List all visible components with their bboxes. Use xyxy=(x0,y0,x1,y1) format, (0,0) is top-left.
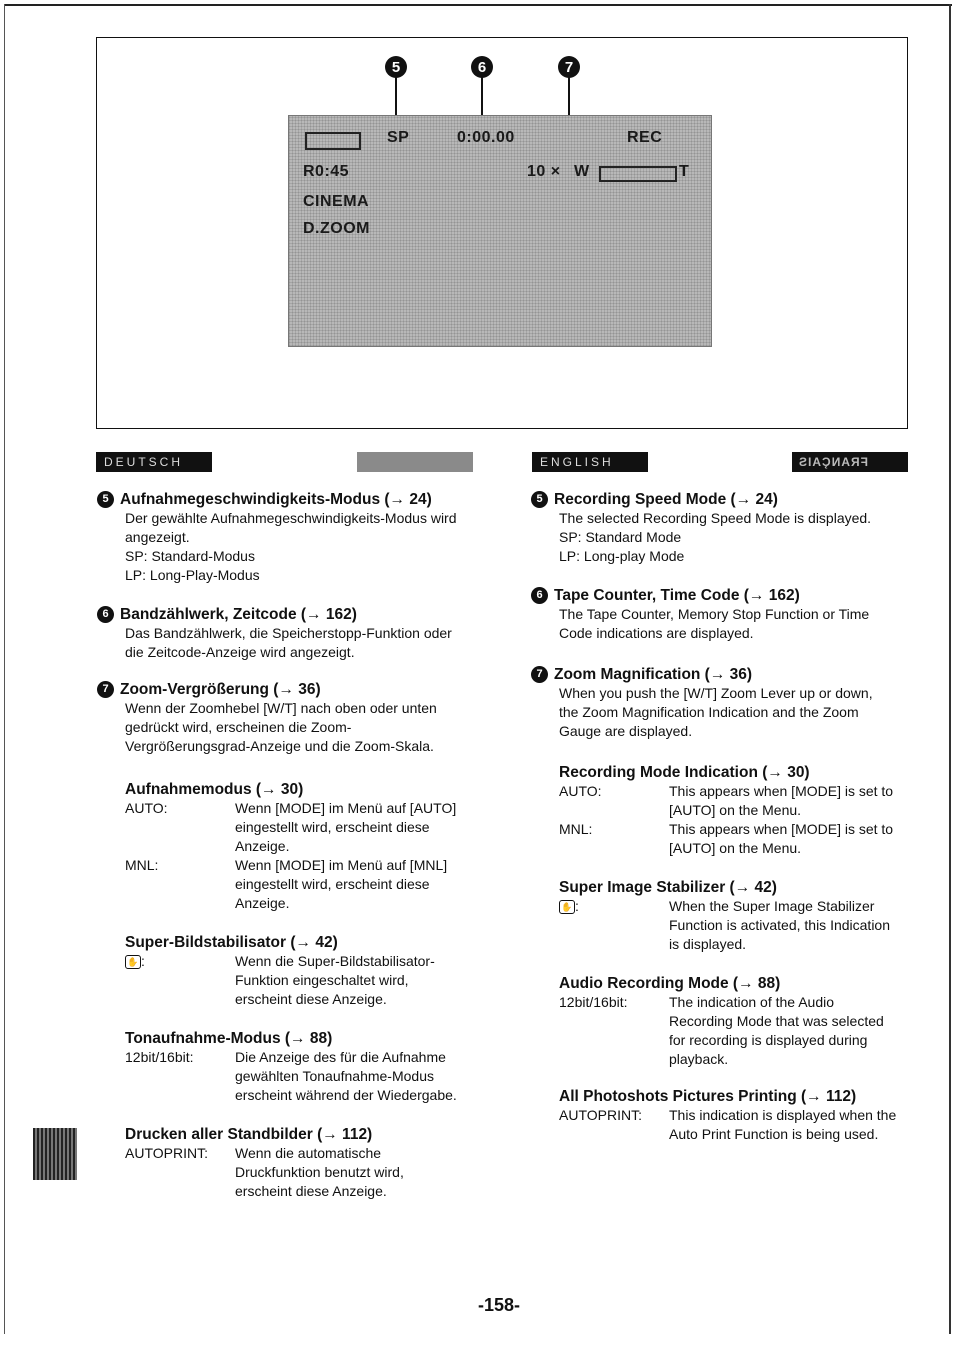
stabilizer-icon: ✋ xyxy=(559,900,575,914)
de-text-8-auto-1: eingestellt wird, erscheint diese xyxy=(235,819,430,835)
de-title-9: Super-Bildstabilisator (→ 42) xyxy=(125,934,338,951)
osd-dzoom: D.ZOOM xyxy=(303,220,370,237)
callout-5: 5 xyxy=(385,56,407,78)
de-text-11-0: Wenn die automatische xyxy=(235,1145,382,1161)
en-label-9: : xyxy=(575,898,579,914)
callout-7: 7 xyxy=(558,56,580,78)
en-title-11: All Photoshots Pictures Printing (→ 112) xyxy=(559,1088,857,1105)
osd-remaining: R0:45 xyxy=(303,163,350,180)
en-row-8-mnl xyxy=(559,820,916,858)
en-text-5-2: LP: Long-play Mode xyxy=(559,548,685,564)
de-text-5-2: SP: Standard-Modus xyxy=(125,548,255,564)
en-text-10-1: Recording Mode that was selected xyxy=(669,1013,884,1029)
en-entry-5 xyxy=(531,490,916,566)
column-deutsch xyxy=(97,490,487,1201)
en-title-10: Audio Recording Mode (→ 88) xyxy=(559,975,781,992)
de-entry-8 xyxy=(97,780,487,913)
osd-rec: REC xyxy=(627,129,663,146)
en-num-6: 6 xyxy=(531,587,548,604)
de-row-8-auto xyxy=(125,799,487,856)
de-text-5-0: Der gewählte Aufnahmegeschwindigkeits-Modus wird xyxy=(125,510,457,526)
page-right-edge xyxy=(949,4,951,1334)
de-row-9 xyxy=(125,952,487,1009)
en-text-7-0: When you push the [W/T] Zoom Lever up or down, xyxy=(559,685,873,701)
de-text-9-2: erscheint diese Anzeige. xyxy=(235,991,387,1007)
en-text-5-1: SP: Standard Mode xyxy=(559,529,682,545)
en-text-10-0: The indication of the Audio xyxy=(669,994,835,1010)
header-deutsch: DEUTSCH xyxy=(96,452,212,472)
de-entry-5 xyxy=(97,490,487,585)
en-text-8-mnl-0: This appears when [MODE] is set to xyxy=(669,821,894,837)
header-mirror-left xyxy=(357,452,473,472)
page-number: -158- xyxy=(478,1295,521,1315)
de-num-5: 5 xyxy=(97,491,114,508)
en-text-5-0: The selected Recording Speed Mode is displayed. xyxy=(559,510,872,526)
de-label-11: AUTOPRINT: xyxy=(125,1145,208,1161)
en-num-7: 7 xyxy=(531,666,548,683)
de-text-9-0: Wenn die Super-Bildstabilisator- xyxy=(235,953,435,969)
osd-counter: 0:00.00 xyxy=(457,129,515,146)
en-entry-8 xyxy=(531,763,916,858)
header-english: ENGLISH xyxy=(532,452,648,472)
osd-zoom-t: T xyxy=(679,163,690,180)
de-title-7: Zoom-Vergrößerung (→ 36) xyxy=(120,681,321,698)
de-text-6-0: Das Bandzählwerk, die Speicherstopp-Funktion oder xyxy=(125,625,452,641)
de-entry-7 xyxy=(97,680,487,756)
de-title-5: Aufnahmegeschwindigkeits-Modus (→ 24) xyxy=(120,491,432,508)
de-entry-9 xyxy=(97,933,487,1009)
en-row-11 xyxy=(559,1106,916,1144)
en-text-10-2: for recording is displayed during xyxy=(669,1032,868,1048)
de-label-9: : xyxy=(141,953,145,969)
column-english xyxy=(531,490,916,1144)
de-text-11-2: erscheint diese Anzeige. xyxy=(235,1183,387,1199)
de-text-11-1: Druckfunktion benutzt wird, xyxy=(235,1164,404,1180)
en-title-9: Super Image Stabilizer (→ 42) xyxy=(559,879,777,896)
zoom-gauge xyxy=(599,166,677,182)
header-mirror-right: FRANÇAIS xyxy=(792,452,908,472)
de-text-9-1: Funktion eingeschaltet wird, xyxy=(235,972,409,988)
osd-cinema: CINEMA xyxy=(303,193,370,210)
de-text-8-auto-0: Wenn [MODE] im Menü auf [AUTO] xyxy=(235,800,457,816)
en-text-10-3: playback. xyxy=(669,1051,729,1067)
en-entry-11 xyxy=(531,1087,916,1144)
en-text-9-1: Function is activated, this Indication xyxy=(669,917,891,933)
page-top-edge xyxy=(4,4,952,6)
en-entry-10 xyxy=(531,974,916,1069)
de-text-8-auto-2: Anzeige. xyxy=(235,838,290,854)
page-left-edge xyxy=(4,4,5,1334)
en-text-8-auto-1: [AUTO] on the Menu. xyxy=(669,802,802,818)
de-label-auto: AUTO: xyxy=(125,800,168,816)
de-text-6-1: die Zeitcode-Anzeige wird angezeigt. xyxy=(125,644,355,660)
de-title-10: Tonaufnahme-Modus (→ 88) xyxy=(125,1030,333,1047)
en-text-9-2: is displayed. xyxy=(669,936,747,952)
en-entry-7 xyxy=(531,665,916,741)
de-text-7-1: gedrückt wird, erscheinen die Zoom- xyxy=(125,719,352,735)
section-thumb-tab xyxy=(33,1128,77,1180)
de-text-7-0: Wenn der Zoomhebel [W/T] nach oben oder unten xyxy=(125,700,437,716)
en-text-11-1: Auto Print Function is being used. xyxy=(669,1126,879,1142)
en-text-9-0: When the Super Image Stabilizer xyxy=(669,898,875,914)
en-text-8-auto-0: This appears when [MODE] is set to xyxy=(669,783,894,799)
en-text-7-1: the Zoom Magnification Indication and the Zoom xyxy=(559,704,859,720)
osd-zoom-w: W xyxy=(574,163,590,180)
en-num-5: 5 xyxy=(531,491,548,508)
osd-speed: SP xyxy=(387,129,410,146)
stabilizer-icon: ✋ xyxy=(125,955,141,969)
en-title-6: Tape Counter, Time Code (→ 162) xyxy=(554,587,800,604)
de-text-10-2: erscheint während der Wiedergabe. xyxy=(235,1087,457,1103)
de-entry-10 xyxy=(97,1029,487,1105)
en-text-7-2: Gauge are displayed. xyxy=(559,723,693,739)
de-title-11: Drucken aller Standbilder (→ 112) xyxy=(125,1126,373,1143)
de-title-8: Aufnahmemodus (→ 30) xyxy=(125,781,304,798)
de-text-8-mnl-1: eingestellt wird, erscheint diese xyxy=(235,876,430,892)
de-text-10-1: gewählten Tonaufnahme-Modus xyxy=(235,1068,434,1084)
de-text-10-0: Die Anzeige des für die Aufnahme xyxy=(235,1049,446,1065)
en-row-9 xyxy=(559,897,916,954)
en-row-10 xyxy=(559,993,916,1069)
de-entry-11 xyxy=(97,1125,487,1201)
de-text-5-3: LP: Long-Play-Modus xyxy=(125,567,260,583)
en-text-8-mnl-1: [AUTO] on the Menu. xyxy=(669,840,802,856)
de-row-11 xyxy=(125,1144,487,1201)
en-label-auto: AUTO: xyxy=(559,783,602,799)
en-text-6-0: The Tape Counter, Memory Stop Function or Time xyxy=(559,606,870,622)
en-title-7: Zoom Magnification (→ 36) xyxy=(554,666,753,683)
en-label-11: AUTOPRINT: xyxy=(559,1107,642,1123)
de-label-mnl: MNL: xyxy=(125,857,159,873)
en-text-11-0: This indication is displayed when the xyxy=(669,1107,897,1123)
en-entry-9 xyxy=(531,878,916,954)
en-label-mnl: MNL: xyxy=(559,821,593,837)
de-row-10 xyxy=(125,1048,487,1105)
en-row-8-auto xyxy=(559,782,916,820)
de-row-8-mnl xyxy=(125,856,487,913)
de-text-8-mnl-2: Anzeige. xyxy=(235,895,290,911)
en-title-5: Recording Speed Mode (→ 24) xyxy=(554,491,778,508)
en-entry-6 xyxy=(531,586,916,643)
de-text-7-2: Vergrößerungsgrad-Anzeige und die Zoom-Skala. xyxy=(125,738,434,754)
de-num-7: 7 xyxy=(97,681,114,698)
de-text-8-mnl-0: Wenn [MODE] im Menü auf [MNL] xyxy=(235,857,448,873)
osd-zoom-value: 10 × xyxy=(527,163,561,180)
en-label-10: 12bit/16bit: xyxy=(559,994,628,1010)
en-title-8: Recording Mode Indication (→ 30) xyxy=(559,764,810,781)
de-label-10: 12bit/16bit: xyxy=(125,1049,194,1065)
en-text-6-1: Code indications are displayed. xyxy=(559,625,754,641)
viewfinder-screen xyxy=(288,115,712,347)
de-title-6: Bandzählwerk, Zeitcode (→ 162) xyxy=(120,606,357,623)
de-entry-6 xyxy=(97,605,487,662)
de-text-5-1: angezeigt. xyxy=(125,529,190,545)
de-num-6: 6 xyxy=(97,606,114,623)
tape-remaining-icon xyxy=(305,132,361,150)
callout-6: 6 xyxy=(471,56,493,78)
